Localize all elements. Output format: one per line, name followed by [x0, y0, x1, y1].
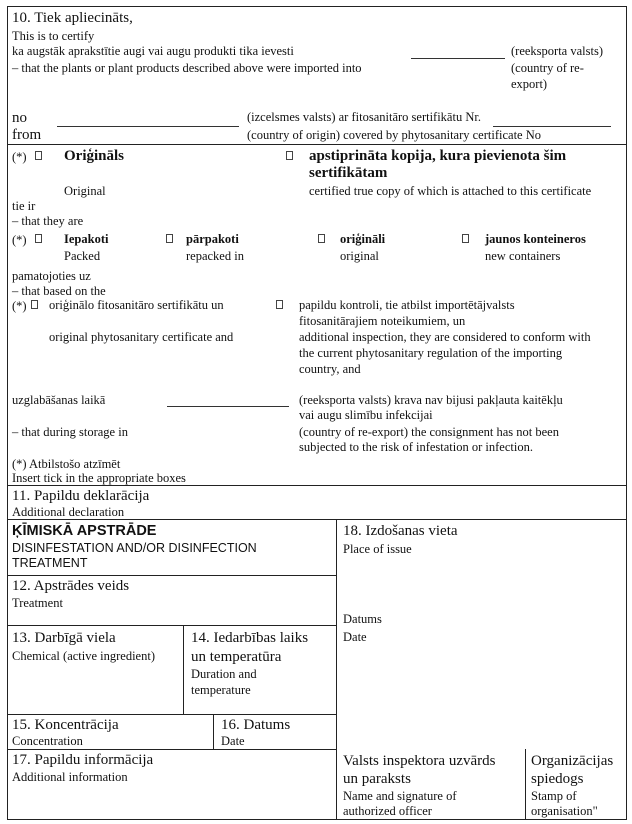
s15-title: 15. Koncentrācija [12, 717, 119, 733]
newcont-lv: jaunos konteineros [485, 232, 586, 246]
s13-title: 13. Darbīgā viela [12, 630, 116, 646]
chem-sub-1: DISINFESTATION AND/OR DISINFECTION [12, 541, 257, 555]
origin-country-line[interactable] [57, 126, 239, 127]
star-marker-2: (*) [12, 233, 27, 247]
s17-sub: Additional information [12, 770, 128, 784]
tick-note-lv: (*) Atbilstošo atzīmēt [12, 457, 121, 471]
s16-title: 16. Datums [221, 717, 291, 733]
s10-no-lv: no [12, 110, 27, 126]
original-cert-checkbox[interactable] [31, 300, 38, 309]
copy-lv-2: sertifikātam [309, 165, 388, 181]
packed-en: Packed [64, 249, 101, 263]
divider-s12 [7, 575, 337, 576]
divider-col18 [336, 519, 337, 820]
new-containers-checkbox[interactable] [462, 234, 469, 243]
star-marker-3: (*) [12, 299, 27, 313]
s14-sub-1: Duration and [191, 667, 257, 681]
s18-sub: Place of issue [343, 542, 412, 556]
officer-en-1: Name and signature of [343, 789, 457, 803]
s14-title-1: 14. Iedarbības laiks [191, 630, 309, 646]
storage-country-line[interactable] [167, 406, 289, 407]
storage-lv: uzglabāšanas laikā [12, 393, 106, 407]
s13-sub: Chemical (active ingredient) [12, 649, 155, 663]
s18-title: 18. Izdošanas vieta [343, 523, 458, 539]
s18-date-en: Date [343, 630, 367, 644]
reexport-country-line[interactable] [411, 58, 505, 59]
officer-en-2: authorized officer [343, 804, 432, 818]
copy-checkbox[interactable] [286, 151, 293, 160]
extra-lv-1: papildu kontroli, tie atbilst importētājvalsts [299, 298, 515, 312]
consign-lv-1: (reeksporta valsts) krava nav bijusi pakļauta kaitēkļu [299, 393, 563, 407]
stamp-en-2: organisation" [531, 804, 598, 818]
divider-s15 [7, 714, 337, 715]
divider-s13 [7, 625, 337, 626]
origcert-lv: oriģinālo fitosanitāro sertifikātu un [49, 298, 224, 312]
orig-en: original [340, 249, 379, 263]
repacked-en: repacked in [186, 249, 244, 263]
newcont-en: new containers [485, 249, 561, 263]
repacked-checkbox[interactable] [166, 234, 173, 243]
origcert-en: original phytosanitary certificate and [49, 330, 234, 344]
s12-title: 12. Apstrādes veids [12, 578, 130, 594]
originals-checkbox[interactable] [35, 151, 42, 160]
star-marker-1: (*) [12, 150, 27, 164]
pamatojoties: pamatojoties uz [12, 269, 91, 283]
officer-lv-1: Valsts inspektora uzvārds [343, 753, 496, 769]
s10-line1-en: – that the plants or plant products described above were imported into [12, 61, 362, 75]
frame-right [626, 6, 627, 820]
that-they-are: – that they are [12, 214, 84, 228]
s10-title: 10. Tiek apliecināts, [12, 10, 133, 26]
divider-s16 [213, 714, 214, 750]
s11-sub: Additional declaration [12, 505, 125, 519]
consign-lv-2: vai augu slimību infekcijai [299, 408, 433, 422]
orig-lv: oriģināli [340, 232, 386, 246]
chem-title: ĶĪMISKĀ APSTRĀDE [12, 523, 157, 539]
frame-top [7, 6, 627, 7]
extra-en-3: country, and [299, 362, 361, 376]
tie-ir: tie ir [12, 199, 36, 213]
extra-lv-2: fitosanitārajiem noteikumiem, un [299, 314, 466, 328]
based-on: – that based on the [12, 284, 106, 298]
s11-title: 11. Papildu deklarācija [12, 488, 150, 504]
consign-en-2: subjected to the risk of infestation or infection. [299, 440, 533, 454]
s10-reexport-en-1: (country of re- [511, 61, 584, 75]
chem-sub-2: TREATMENT [12, 556, 88, 570]
divider-stamp [525, 749, 526, 820]
frame-left [7, 6, 8, 820]
s10-certify-en: This is to certify [12, 29, 95, 43]
divider-originals [7, 144, 627, 145]
officer-lv-2: un paraksts [343, 771, 411, 787]
storage-en: – that during storage in [12, 425, 128, 439]
s10-line1-lv: ka augstāk aprakstītie augi vai augu produkti tika ievesti [12, 44, 294, 58]
s18-date-lv: Datums [343, 612, 382, 626]
s10-reexport-en-2: export) [511, 77, 548, 91]
s14-sub-2: temperature [191, 683, 251, 697]
originals-lv: Oriģināls [64, 148, 125, 164]
copy-en: certified true copy of which is attached to this certificate [309, 184, 592, 198]
stamp-lv-1: Organizācijas [531, 753, 614, 769]
s10-reexport-lv: (reeksporta valsts) [511, 44, 603, 58]
s15-sub: Concentration [12, 734, 83, 748]
s17-title: 17. Papildu informācija [12, 752, 154, 768]
extra-en-1: additional inspection, they are considered to conform with [299, 330, 591, 344]
consign-en-1: (country of re-export) the consignment has not been [299, 425, 559, 439]
packed-checkbox[interactable] [35, 234, 42, 243]
repacked-lv: pārpakoti [186, 232, 239, 246]
s10-origin-lv: (izcelsmes valsts) ar fitosanitāro sertifikātu Nr. [247, 110, 481, 124]
extra-en-2: the current phytosanitary regulation of the importing [299, 346, 563, 360]
s10-from-en: from [12, 127, 42, 143]
cert-number-line[interactable] [493, 126, 611, 127]
s16-sub: Date [221, 734, 245, 748]
originals-en: Original [64, 184, 106, 198]
copy-lv-1: apstiprināta kopija, kura pievienota šim [309, 148, 567, 164]
s14-title-2: un temperatūra [191, 649, 282, 665]
original-containers-checkbox[interactable] [318, 234, 325, 243]
s10-origin-en: (country of origin) covered by phytosanitary certificate No [247, 128, 541, 142]
stamp-lv-2: spiedogs [531, 771, 584, 787]
additional-inspection-checkbox[interactable] [276, 300, 283, 309]
stamp-en-1: Stamp of [531, 789, 577, 803]
tick-note-en: Insert tick in the appropriate boxes [12, 471, 186, 485]
packed-lv: Iepakoti [64, 232, 109, 246]
divider-s14 [183, 625, 184, 715]
frame-bottom [7, 819, 627, 820]
divider-s17 [7, 749, 337, 750]
s12-sub: Treatment [12, 596, 63, 610]
